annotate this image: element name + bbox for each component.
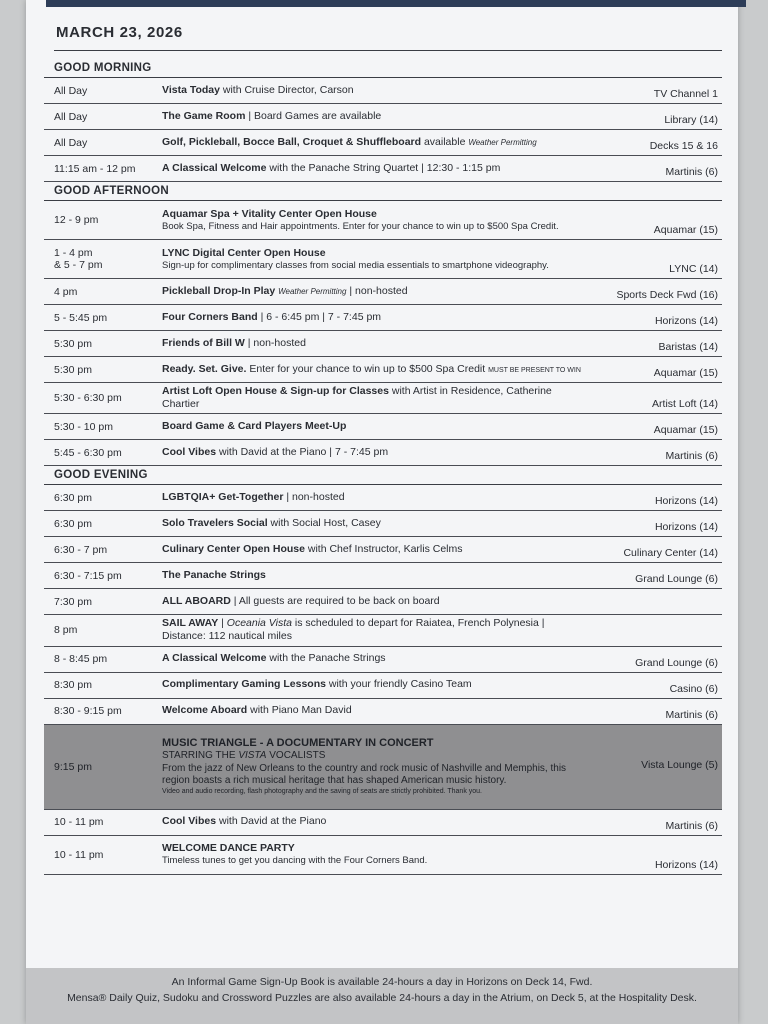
event-line (162, 704, 588, 717)
event-line (162, 617, 588, 643)
event-time-start: 6:30 - 7:15 pm (54, 569, 122, 582)
event-time (44, 247, 162, 271)
event-detail-2: is scheduled to depart for Raiatea, French Polynesia | Distance: 112 nautical miles (162, 617, 545, 643)
event-venue: Horizons (14) (654, 521, 718, 534)
event-details (162, 206, 588, 235)
footer-info (26, 968, 738, 1024)
event-time-start: 5:30 - 10 pm (54, 420, 113, 433)
event-title: A Classical Welcome (162, 161, 267, 174)
event-detail: with your friendly Casino Team (325, 678, 472, 691)
event-detail: with the Panache Strings (266, 652, 386, 665)
event-details (162, 735, 588, 799)
event-title: Golf, Pickleball, Bocce Ball, Croquet & Shuffleboard (162, 135, 422, 148)
event-line (162, 595, 588, 608)
event-detail: | non-hosted (244, 336, 306, 349)
event-detail: | 6 - 6:45 pm | 7 - 7:45 pm (257, 310, 382, 323)
event-details (162, 245, 588, 274)
schedule-row (44, 383, 722, 414)
schedule-row (44, 240, 722, 279)
schedule-row (44, 589, 722, 615)
event-details (162, 383, 588, 413)
event-title: WELCOME DANCE PARTY (162, 842, 295, 854)
event-venue: Martinis (6) (665, 166, 718, 178)
event-detail: with David at the Piano (216, 815, 327, 828)
schedule-row (44, 357, 722, 383)
event-time-start: 6:30 - 7 pm (54, 543, 108, 556)
event-time (44, 544, 162, 556)
event-title: Artist Loft Open House & Sign-up for Classes (162, 385, 389, 397)
event-time-start: 7:30 pm (54, 595, 92, 608)
event-details (162, 108, 588, 125)
schedule-row (44, 414, 722, 440)
event-venue: Horizons (14) (654, 495, 718, 508)
event-time (44, 364, 162, 376)
event-ship-name: Oceania Vista (226, 617, 292, 630)
event-time (44, 705, 162, 717)
schedule-row (44, 485, 722, 511)
morning-list (44, 78, 722, 182)
event-details (162, 418, 588, 435)
schedule-row (44, 104, 722, 130)
event-time-start: 5:45 - 6:30 pm (54, 446, 122, 459)
event-time-start: 5:30 pm (54, 337, 92, 350)
event-line (162, 815, 588, 828)
event-title: Ready. Set. Give. (162, 362, 247, 375)
event-venue: Culinary Center (14) (623, 547, 718, 560)
event-line (162, 285, 588, 298)
event-time (44, 163, 162, 175)
event-title: ALL ABOARD (162, 595, 231, 608)
event-time-start: 12 - 9 pm (54, 214, 99, 226)
event-detail: with the Panache String Quartet | 12:30 - 1:15 pm (266, 161, 501, 174)
event-line (162, 247, 588, 260)
event-line (162, 543, 588, 556)
event-time-start: 5:30 - 6:30 pm (54, 392, 122, 405)
event-venue: Aquamar (15) (653, 367, 718, 379)
event-detail: | non-hosted (283, 491, 345, 504)
event-time (44, 679, 162, 691)
event-time-start: 8:30 pm (54, 679, 92, 691)
event-line (162, 84, 588, 97)
event-line (162, 678, 588, 691)
event-detail: with Cruise Director, Carson (219, 83, 354, 96)
event-time (44, 624, 162, 636)
event-venue (588, 643, 722, 646)
event-time (44, 214, 162, 226)
event-line (162, 446, 588, 459)
event-time (44, 85, 162, 97)
event-time (44, 421, 162, 433)
event-line (162, 652, 588, 665)
event-details (162, 82, 588, 99)
late-evening-list (44, 810, 722, 875)
event-title: SAIL AWAY (162, 617, 219, 630)
event-venue: Martinis (6) (665, 819, 718, 832)
event-venue: Martinis (6) (665, 450, 718, 463)
feature-starring (162, 750, 588, 763)
event-venue: Baristas (14) (658, 341, 718, 353)
event-title: LYNC Digital Center Open House (162, 246, 326, 259)
event-detail: | (218, 617, 227, 630)
event-line (162, 363, 588, 376)
event-venue: TV Channel 1 (653, 88, 718, 100)
event-detail: | Board Games are available (245, 109, 382, 122)
event-title: Welcome Aboard (162, 704, 248, 717)
event-time (44, 653, 162, 665)
event-venue (588, 611, 722, 614)
event-time-start: 1 - 4 pm (54, 247, 93, 259)
schedule-row (44, 331, 722, 357)
event-details (162, 615, 588, 645)
event-title: The Panache Strings (162, 569, 266, 582)
schedule-row (44, 836, 722, 875)
event-time (44, 137, 162, 149)
event-time (44, 570, 162, 582)
event-line (162, 162, 588, 175)
event-detail: available (421, 135, 469, 148)
event-time-start: 10 - 11 pm (54, 848, 104, 861)
event-venue: Vista Lounge (5) (641, 759, 718, 771)
event-details (162, 676, 588, 693)
event-subtext: Timeless tunes to get you dancing with the Four Corners Band. (162, 855, 428, 867)
event-fine-print: MUST BE PRESENT TO WIN (488, 366, 581, 374)
event-title: Culinary Center Open House (162, 543, 305, 556)
event-time-start: 8:30 - 9:15 pm (54, 705, 122, 717)
event-details (162, 515, 588, 532)
event-detail: Enter for your chance to win up to $500 Spa Credit (246, 362, 489, 375)
feature-title: MUSIC TRIANGLE - A DOCUMENTARY IN CONCERT (162, 736, 434, 749)
event-time (44, 492, 162, 504)
schedule-row (44, 673, 722, 699)
feature-fine-print: Video and audio recording, flash photography and the saving of seats are strictly prohibited. Thank you. (162, 787, 483, 795)
event-details (162, 593, 588, 610)
schedule-date: MARCH 23, 2026 (56, 24, 183, 41)
event-detail: with Social Host, Casey (267, 517, 381, 530)
event-time-start: 5 - 5:45 pm (54, 311, 108, 324)
event-time-start: 11:15 am - 12 pm (54, 162, 136, 175)
schedule-row (44, 440, 722, 466)
event-venue: Martinis (6) (665, 708, 718, 721)
event-title: Complimentary Gaming Lessons (162, 678, 326, 691)
event-details (162, 444, 588, 461)
event-line (162, 337, 588, 350)
event-line (162, 110, 588, 123)
event-time (44, 447, 162, 459)
event-time (44, 338, 162, 350)
event-time-second: & 5 - 7 pm (54, 259, 103, 271)
event-line (162, 136, 588, 149)
schedule-row (44, 647, 722, 673)
event-detail: with Chef Instructor, Karlis Celms (304, 543, 463, 556)
event-details (162, 702, 588, 719)
event-time-start: All Day (54, 136, 88, 149)
event-time (44, 849, 162, 861)
event-venue: Horizons (14) (654, 858, 718, 871)
event-venue: Decks 15 & 16 (649, 140, 718, 152)
event-detail-2: | non-hosted (346, 284, 408, 297)
event-subtext: Book Spa, Fitness and Hair appointments. Enter for your chance to win up to $500 Spa Credit. (162, 220, 559, 232)
event-note: Weather Permitting (468, 137, 537, 147)
feature-description: From the jazz of New Orleans to the country and rock music of Nashville and Memphis, this region boasts a rich musical heritage that has shaped American music history. (162, 762, 567, 787)
schedule-row (44, 537, 722, 563)
schedule-row (44, 305, 722, 331)
event-time (44, 596, 162, 608)
event-detail: with Piano Man David (247, 704, 352, 717)
event-time-start: All Day (54, 110, 88, 123)
feature-event-row (44, 725, 722, 810)
event-venue: Horizons (14) (654, 315, 718, 327)
event-time-start: 5:30 pm (54, 363, 92, 376)
event-title: Board Game & Card Players Meet-Up (162, 420, 347, 433)
event-line (162, 311, 588, 324)
event-title: Four Corners Band (162, 310, 258, 323)
event-time (44, 392, 162, 404)
event-time: 9:15 pm (54, 760, 92, 773)
event-detail: with Artist in Residence, Catherine Chartier (162, 385, 552, 411)
event-line (162, 517, 588, 530)
event-time-start: 6:30 pm (54, 517, 92, 530)
event-title: The Game Room (162, 109, 246, 122)
event-time-start: All Day (54, 84, 88, 97)
event-venue: Grand Lounge (6) (635, 573, 718, 586)
event-note: Weather Permitting (278, 286, 347, 296)
event-time-start: 4 pm (54, 285, 78, 298)
starring-suffix: VOCALISTS (266, 750, 326, 762)
event-line (162, 385, 588, 411)
event-venue: Library (14) (664, 114, 718, 126)
footer-line-2: Mensa® Daily Quiz, Sudoku and Crossword Puzzles are also available 24-hours a day in the Atrium, on Deck 5, at the Hospitality Desk. (67, 992, 697, 1004)
event-details (162, 567, 588, 584)
event-venue: Sports Deck Fwd (16) (616, 289, 718, 301)
event-time (44, 816, 162, 828)
top-band (46, 0, 746, 7)
event-time-start: 8 - 8:45 pm (54, 653, 108, 665)
event-line (162, 569, 588, 582)
afternoon-list (44, 201, 722, 466)
event-venue: Aquamar (15) (653, 424, 718, 437)
event-title: Vista Today (162, 83, 220, 96)
event-details (162, 813, 588, 830)
starring-prefix: STARRING THE (162, 750, 239, 762)
event-line (162, 420, 588, 433)
event-title: Pickleball Drop-In Play (162, 284, 276, 297)
section-evening-heading: GOOD EVENING (44, 466, 722, 485)
schedule-row (44, 78, 722, 104)
event-line (162, 208, 588, 221)
event-details (162, 283, 588, 300)
event-line (162, 491, 588, 504)
event-time-start: 10 - 11 pm (54, 816, 104, 828)
event-details (162, 134, 588, 151)
event-subtext: Sign-up for complimentary classes from social media essentials to smartphone videography. (162, 259, 549, 271)
event-details (162, 541, 588, 558)
schedule-row (44, 130, 722, 156)
schedule-row (44, 279, 722, 305)
event-time (44, 286, 162, 298)
schedule-row (44, 563, 722, 589)
schedule-row (44, 699, 722, 725)
schedule-row (44, 810, 722, 836)
event-detail: with David at the Piano | 7 - 7:45 pm (216, 446, 389, 459)
schedule-sheet (44, 18, 722, 875)
event-details (162, 309, 588, 326)
section-afternoon-heading: GOOD AFTERNOON (44, 182, 722, 201)
schedule-row (44, 201, 722, 240)
evening-list (44, 485, 722, 724)
event-time-start: 8 pm (54, 624, 78, 637)
schedule-row (44, 511, 722, 537)
schedule-row (44, 156, 722, 182)
event-venue: Aquamar (15) (653, 224, 718, 236)
schedule-row (44, 615, 722, 646)
event-line (162, 842, 588, 855)
event-time (44, 111, 162, 123)
event-title: LGBTQIA+ Get-Together (162, 491, 284, 504)
section-morning-heading: GOOD MORNING (44, 59, 722, 78)
event-details (162, 489, 588, 506)
event-details (162, 361, 588, 378)
event-title: A Classical Welcome (162, 652, 267, 665)
event-details (162, 840, 588, 869)
event-details (162, 160, 588, 177)
event-details (162, 650, 588, 667)
event-title: Friends of Bill W (162, 336, 245, 349)
footer-line-1: An Informal Game Sign-Up Book is available 24-hours a day in Horizons on Deck 14, Fwd. (171, 976, 593, 988)
schedule-paper (26, 0, 738, 1024)
event-time-start: 6:30 pm (54, 491, 92, 504)
event-venue: Artist Loft (14) (652, 398, 718, 411)
event-time (44, 518, 162, 530)
event-detail: | All guests are required to be back on board (230, 595, 440, 608)
event-title: Aquamar Spa + Vitality Center Open House (162, 207, 377, 220)
event-title: Solo Travelers Social (162, 517, 268, 530)
event-venue: Grand Lounge (6) (635, 656, 718, 669)
event-title: Cool Vibes (162, 446, 217, 459)
event-title: Cool Vibes (162, 815, 217, 828)
event-venue: LYNC (14) (669, 263, 718, 275)
event-time (44, 312, 162, 324)
date-divider (54, 50, 722, 51)
starring-ship: VISTA (238, 750, 267, 762)
event-details (162, 335, 588, 352)
event-venue: Casino (6) (669, 682, 718, 695)
